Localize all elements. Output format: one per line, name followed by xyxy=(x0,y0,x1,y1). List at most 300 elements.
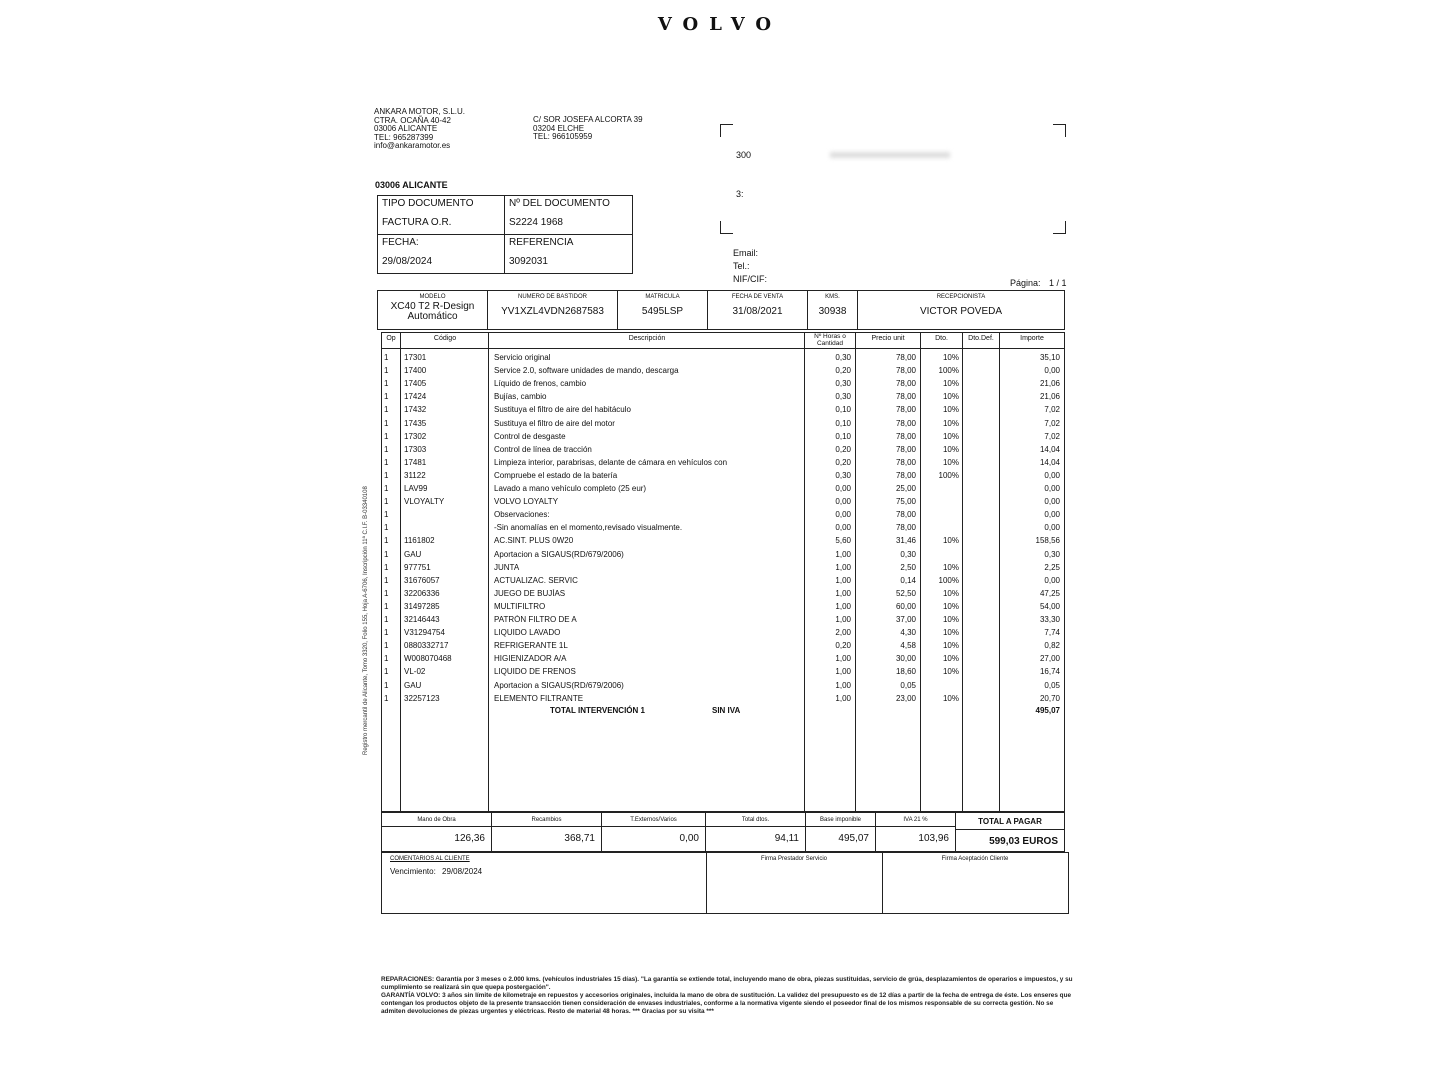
intervention-total-row xyxy=(382,706,1064,719)
line-unit-price: 0,14 xyxy=(900,575,916,585)
line-description: LIQUIDO DE FRENOS xyxy=(494,667,576,677)
invoice-lines-table xyxy=(381,332,1065,812)
table-row xyxy=(382,602,1064,615)
doc-number-label: Nº DEL DOCUMENTO xyxy=(509,198,610,209)
table-row xyxy=(382,628,1064,641)
parts-value: 368,71 xyxy=(564,833,595,844)
line-code: 977751 xyxy=(404,562,431,572)
line-unit-price: 78,00 xyxy=(895,353,916,362)
line-description: JUNTA xyxy=(494,562,520,572)
line-quantity: 2,00 xyxy=(835,628,851,638)
vat-value: 103,96 xyxy=(918,833,949,844)
due-label: Vencimiento: xyxy=(390,867,436,876)
vehicle-km-cell xyxy=(808,291,858,329)
doc-ref-value: 3092031 xyxy=(509,256,548,267)
line-discount: 100% xyxy=(938,366,959,376)
line-op: 1 xyxy=(384,366,389,376)
vehicle-header xyxy=(377,290,1065,330)
customer-nif-label: NIF/CIF: xyxy=(733,274,767,284)
line-discount: 10% xyxy=(942,431,959,441)
line-unit-price: 60,00 xyxy=(895,601,916,611)
customer-line-2: 3: xyxy=(736,189,744,199)
line-code: VLOYALTY xyxy=(404,497,445,507)
line-quantity: 0,10 xyxy=(835,405,851,415)
line-amount: 7,02 xyxy=(1044,431,1060,441)
table-row xyxy=(382,497,1064,510)
table-row xyxy=(382,392,1064,405)
line-unit-price: 18,60 xyxy=(895,667,916,677)
table-row xyxy=(382,523,1064,536)
header-divider xyxy=(382,348,1064,349)
line-op: 1 xyxy=(384,484,389,493)
volvo-warranty-text: GARANTÍA VOLVO: 3 años sin límite de kilometraje en repuestos y accesorios originales, incluida la mano de obra de sustitución. La validez del presupuesto es de 12 días a partir de la fecha de entrega de éste. Los enseres que contengan los productos objeto de la presente transacción tienen consideración de envases industriales, conforme a la normativa vigente siendo el poseedor final de los mismos responsable de su correcta gestión. No se admiten devoluciones de piezas urgentes y eléctricas. Resto de material 48 horas. *** Gracias por su visita *** xyxy=(381,992,1072,1015)
line-quantity: 1,00 xyxy=(835,549,851,559)
table-row xyxy=(382,458,1064,471)
line-unit-price: 78,00 xyxy=(895,405,916,415)
line-discount: 10% xyxy=(942,601,959,611)
line-discount: 10% xyxy=(942,392,959,402)
corner-mark xyxy=(1053,221,1066,234)
line-code: 32206336 xyxy=(404,588,440,598)
line-op: 1 xyxy=(384,418,389,428)
line-unit-price: 78,00 xyxy=(895,510,916,520)
line-quantity: 0,30 xyxy=(835,379,851,389)
total-pay-value: 599,03 EUROS xyxy=(989,836,1058,847)
line-description: Servicio original xyxy=(494,353,551,362)
dealer-name: ANKARA MOTOR, S.L.U. xyxy=(374,107,465,116)
base-label: Base imponible xyxy=(806,817,875,827)
labor-value: 126,36 xyxy=(454,833,485,844)
provider-sign-label: Firma Prestador Servicio xyxy=(760,856,828,862)
branch-info xyxy=(533,116,643,142)
line-quantity: 1,00 xyxy=(835,575,851,585)
dealer-email: info@ankaramotor.es xyxy=(374,141,451,151)
line-amount: 54,00 xyxy=(1039,601,1060,611)
line-op: 1 xyxy=(384,641,389,651)
line-discount: 10% xyxy=(942,444,959,454)
line-description: Service 2.0, software unidades de mando, descarga xyxy=(494,366,679,376)
model-value-line1: XC40 T2 R-Design xyxy=(390,301,475,312)
line-quantity: 0,30 xyxy=(835,392,851,402)
external-value: 0,00 xyxy=(679,833,699,844)
receptionist-value: VICTOR POVEDA xyxy=(919,306,1003,317)
line-op: 1 xyxy=(384,523,389,533)
col-dtodef-header: Dto.Def. xyxy=(968,335,994,342)
provider-signature-area xyxy=(706,853,883,913)
line-quantity: 1,00 xyxy=(835,654,851,664)
line-description: Limpieza interior, parabrisas, delante de cámara en vehículos con xyxy=(494,457,728,467)
line-amount: 0,00 xyxy=(1044,484,1060,493)
due-date xyxy=(390,868,482,877)
line-unit-price: 30,00 xyxy=(895,654,916,664)
line-quantity: 0,00 xyxy=(835,523,851,533)
line-op: 1 xyxy=(384,667,389,677)
line-amount: 7,02 xyxy=(1044,418,1060,428)
line-code: 32146443 xyxy=(404,615,440,624)
line-description: Control de línea de tracción xyxy=(494,444,592,454)
dealer-info xyxy=(374,108,465,151)
vehicle-vin-cell xyxy=(488,291,618,329)
line-amount: 7,74 xyxy=(1044,628,1060,638)
line-code: GAU xyxy=(404,680,422,690)
vin-value: YV1XZL4VDN2687583 xyxy=(501,306,604,317)
line-op: 1 xyxy=(384,405,389,415)
line-amount: 7,02 xyxy=(1044,405,1060,415)
line-description: JUEGO DE BUJÍAS xyxy=(494,588,566,598)
discount-cell xyxy=(706,813,806,851)
line-amount: 2,25 xyxy=(1044,562,1060,572)
line-description: Bujías, cambio xyxy=(494,392,547,402)
line-amount: 0,82 xyxy=(1044,641,1060,651)
line-quantity: 0,00 xyxy=(835,510,851,520)
table-row xyxy=(382,366,1064,379)
line-code: 17303 xyxy=(404,444,427,454)
line-description: Observaciones: xyxy=(494,510,550,520)
corner-mark xyxy=(1053,124,1066,137)
customer-line-1: 300 xyxy=(736,150,752,160)
table-row xyxy=(382,615,1064,628)
customer-address-box xyxy=(720,124,1066,234)
line-quantity: 0,00 xyxy=(835,497,851,507)
line-op: 1 xyxy=(384,601,389,611)
branch-city: 03204 ELCHE xyxy=(533,123,585,133)
line-code: 17405 xyxy=(404,379,427,389)
labor-cell xyxy=(382,813,492,851)
line-quantity: 0,30 xyxy=(835,470,851,480)
vehicle-plate-cell xyxy=(618,291,708,329)
line-op: 1 xyxy=(384,457,389,467)
page-value: 1 / 1 xyxy=(1049,278,1067,288)
line-description: LIQUIDO LAVADO xyxy=(494,628,561,638)
vehicle-sale-cell xyxy=(708,291,808,329)
vin-label: NUMERO DE BASTIDOR xyxy=(517,294,587,300)
line-op: 1 xyxy=(384,588,389,598)
line-code: 17435 xyxy=(404,418,427,428)
line-amount: 0,00 xyxy=(1044,523,1060,533)
table-row xyxy=(382,379,1064,392)
line-discount: 10% xyxy=(942,418,959,428)
doc-number-value: S2224 1968 xyxy=(509,217,563,228)
line-code: 17424 xyxy=(404,392,427,402)
line-amount: 158,56 xyxy=(1035,536,1060,546)
table-row xyxy=(382,445,1064,458)
table-row xyxy=(382,654,1064,667)
doc-date-value: 29/08/2024 xyxy=(382,256,433,267)
line-unit-price: 31,46 xyxy=(895,536,916,546)
model-label: MODELO xyxy=(419,294,446,300)
line-discount: 10% xyxy=(942,536,959,546)
line-discount: 10% xyxy=(942,693,959,703)
model-value-line2: Automático xyxy=(407,311,458,322)
table-row xyxy=(382,471,1064,484)
line-description: Compruebe el estado de la batería xyxy=(494,470,618,480)
line-description: VOLVO LOYALTY xyxy=(494,497,559,507)
line-code: GAU xyxy=(404,549,422,559)
client-signature-area xyxy=(882,853,1068,913)
line-code: VL-02 xyxy=(404,667,426,677)
client-comments-area xyxy=(382,853,707,913)
line-code: 17302 xyxy=(404,431,427,441)
col-price-header: Precio unit xyxy=(871,335,905,342)
line-op: 1 xyxy=(384,431,389,441)
table-row xyxy=(382,353,1064,366)
line-description: -Sin anomalías en el momento,revisado visualmente. xyxy=(494,523,683,533)
plate-value: 5495LSP xyxy=(641,306,684,317)
line-discount: 10% xyxy=(942,641,959,651)
line-amount: 35,10 xyxy=(1039,353,1060,362)
line-unit-price: 78,00 xyxy=(895,523,916,533)
branch-tel: TEL: 966105959 xyxy=(533,132,593,142)
total-pay-label: TOTAL A PAGAR xyxy=(956,817,1064,830)
document-info-table xyxy=(377,195,633,274)
line-code: 17432 xyxy=(404,405,427,415)
line-discount: 100% xyxy=(938,575,959,585)
km-value: 30938 xyxy=(818,306,847,317)
discount-value: 94,11 xyxy=(774,833,799,844)
table-row xyxy=(382,563,1064,576)
line-unit-price: 0,30 xyxy=(900,549,916,559)
line-op: 1 xyxy=(384,510,389,520)
line-amount: 0,30 xyxy=(1044,549,1060,559)
line-discount: 100% xyxy=(938,470,959,480)
redacted-text xyxy=(830,152,950,158)
line-code: 31122 xyxy=(404,470,426,480)
line-op: 1 xyxy=(384,549,389,559)
external-cell xyxy=(602,813,706,851)
line-quantity: 1,00 xyxy=(835,693,851,703)
line-description: Sustituya el filtro de aire del motor xyxy=(494,418,615,428)
table-row xyxy=(382,667,1064,680)
line-amount: 0,00 xyxy=(1044,575,1060,585)
line-description: Aportacion a SIGAUS(RD/679/2006) xyxy=(494,549,624,559)
line-code: LAV99 xyxy=(404,484,428,493)
line-amount: 0,05 xyxy=(1044,680,1060,690)
line-amount: 21,06 xyxy=(1039,392,1060,402)
table-row xyxy=(382,641,1064,654)
line-amount: 0,00 xyxy=(1044,497,1060,507)
line-unit-price: 78,00 xyxy=(895,457,916,467)
line-description: AC.SINT. PLUS 0W20 xyxy=(494,536,574,546)
line-quantity: 0,10 xyxy=(835,431,851,441)
line-op: 1 xyxy=(384,353,389,362)
col-op-header: Op xyxy=(386,335,396,342)
table-row xyxy=(382,576,1064,589)
registry-side-note: Registro mercantil de Alicante, Tomo 3320, Folio 155, Hoja A-6706, Inscripción 11ª C.I.F. B-03340108 xyxy=(363,486,369,755)
customer-email-label: Email: xyxy=(733,248,759,258)
line-quantity: 1,00 xyxy=(835,615,851,624)
doc-ref-label: REFERENCIA xyxy=(509,237,574,248)
line-op: 1 xyxy=(384,392,389,402)
parts-label: Recambios xyxy=(492,817,601,827)
client-comments-label: COMENTARIOS AL CLIENTE xyxy=(390,856,470,862)
total-pay-cell xyxy=(956,813,1064,851)
line-unit-price: 75,00 xyxy=(895,497,916,507)
line-amount: 47,25 xyxy=(1039,588,1060,598)
line-op: 1 xyxy=(384,680,389,690)
line-quantity: 1,00 xyxy=(835,562,851,572)
line-quantity: 1,00 xyxy=(835,680,851,690)
line-quantity: 5,60 xyxy=(835,536,851,546)
line-unit-price: 0,05 xyxy=(900,680,916,690)
legal-footer xyxy=(381,976,1075,1016)
doc-date-label: FECHA: xyxy=(382,237,419,248)
sale-date-label: FECHA DE VENTA xyxy=(731,294,784,300)
line-unit-price: 78,00 xyxy=(895,470,916,480)
line-description: ELEMENTO FILTRANTE xyxy=(494,693,584,703)
intervention-label: TOTAL INTERVENCIÓN 1 xyxy=(550,706,645,715)
line-description: Sustituya el filtro de aire del habitáculo xyxy=(494,405,631,415)
line-amount: 0,00 xyxy=(1044,470,1060,480)
line-unit-price: 25,00 xyxy=(895,484,916,493)
line-description: Control de desgaste xyxy=(494,431,566,441)
line-unit-price: 52,50 xyxy=(895,588,916,598)
line-code: 17301 xyxy=(404,353,427,362)
line-amount: 16,74 xyxy=(1039,667,1060,677)
line-amount: 21,06 xyxy=(1039,379,1060,389)
signature-block xyxy=(381,852,1069,914)
line-quantity: 1,00 xyxy=(835,588,851,598)
intervention-amount: 495,07 xyxy=(1035,706,1060,715)
customer-contact xyxy=(733,247,767,286)
line-description: ACTUALIZAC. SERVIC xyxy=(494,575,578,585)
line-amount: 27,00 xyxy=(1039,654,1060,664)
table-row xyxy=(382,694,1064,707)
line-description: Aportacion a SIGAUS(RD/679/2006) xyxy=(494,680,624,690)
line-unit-price: 78,00 xyxy=(895,418,916,428)
line-quantity: 0,20 xyxy=(835,444,851,454)
line-unit-price: 2,50 xyxy=(900,562,916,572)
line-op: 1 xyxy=(384,615,389,624)
line-quantity: 0,20 xyxy=(835,457,851,467)
line-op: 1 xyxy=(384,497,389,507)
line-amount: 33,30 xyxy=(1039,615,1060,624)
table-row xyxy=(382,589,1064,602)
line-quantity: 0,10 xyxy=(835,418,851,428)
base-cell xyxy=(806,813,876,851)
line-code: 31676057 xyxy=(404,575,440,585)
col-dto-header: Dto. xyxy=(935,335,948,342)
line-discount: 10% xyxy=(942,615,959,624)
col-code-header: Código xyxy=(433,335,457,342)
col-desc-header: Descripción xyxy=(628,335,666,342)
vat-cell xyxy=(876,813,956,851)
line-code: 17481 xyxy=(404,457,427,467)
line-discount: 10% xyxy=(942,667,959,677)
customer-tel-label: Tel.: xyxy=(733,261,750,271)
line-amount: 0,00 xyxy=(1044,366,1060,376)
line-code: 1161802 xyxy=(404,536,435,546)
line-discount: 10% xyxy=(942,562,959,572)
col-hours-header: Nº Horas o Cantidad xyxy=(814,333,846,347)
km-label: KMS. xyxy=(825,294,840,300)
vehicle-model-cell xyxy=(378,291,488,329)
line-op: 1 xyxy=(384,470,389,480)
repairs-warranty-text: REPARACIONES: Garantía por 3 meses o 2.000 kms. (vehículos industriales 15 días). "La garantía se extiende total, incluyendo mano de obra, piezas sustituidas, servicio de grúa, desplazamientos de operarios e impuestos, y su cumplimiento se realizará sin que quepa postergación". xyxy=(381,976,1073,991)
line-op: 1 xyxy=(384,575,389,585)
table-row xyxy=(382,419,1064,432)
table-row xyxy=(382,536,1064,549)
table-row xyxy=(382,484,1064,497)
line-quantity: 0,00 xyxy=(835,484,851,493)
totals-row xyxy=(381,812,1065,852)
line-op: 1 xyxy=(384,379,389,389)
line-unit-price: 78,00 xyxy=(895,379,916,389)
external-label: T.Externos/Varios xyxy=(602,817,705,827)
line-unit-price: 4,58 xyxy=(900,641,916,651)
line-unit-price: 23,00 xyxy=(895,693,916,703)
line-description: Lavado a mano vehículo completo (25 eur) xyxy=(494,484,647,493)
line-discount: 10% xyxy=(942,457,959,467)
line-code: W008070468 xyxy=(404,654,452,664)
due-value: 29/08/2024 xyxy=(442,867,483,876)
table-row xyxy=(382,510,1064,523)
table-row xyxy=(382,681,1064,694)
discount-label: Total dtos. xyxy=(706,817,805,827)
line-code: 31497285 xyxy=(404,601,440,611)
line-quantity: 0,30 xyxy=(835,353,851,362)
col-amount-header: Importe xyxy=(1020,335,1044,342)
line-unit-price: 37,00 xyxy=(895,615,916,624)
line-description: HIGIENIZADOR A/A xyxy=(494,654,567,664)
corner-mark xyxy=(720,221,733,234)
line-unit-price: 78,00 xyxy=(895,444,916,454)
intervention-tax-note: SIN IVA xyxy=(712,706,741,715)
client-sign-label: Firma Aceptación Cliente xyxy=(941,856,1009,862)
volvo-logo: VOLVO xyxy=(657,14,783,35)
line-amount: 20,70 xyxy=(1039,693,1060,703)
table-row xyxy=(382,405,1064,418)
line-unit-price: 4,30 xyxy=(900,628,916,638)
line-amount: 14,04 xyxy=(1039,457,1060,467)
model-value xyxy=(378,302,487,322)
line-description: PATRÓN FILTRO DE A xyxy=(494,615,577,624)
line-op: 1 xyxy=(384,562,389,572)
line-quantity: 0,20 xyxy=(835,641,851,651)
line-description: Líquido de frenos, cambio xyxy=(494,379,587,389)
receptionist-label: RECEPCIONISTA xyxy=(936,294,986,300)
line-amount: 0,00 xyxy=(1044,510,1060,520)
line-discount: 10% xyxy=(942,405,959,415)
doc-type-label: TIPO DOCUMENTO xyxy=(382,198,474,209)
doc-type-value: FACTURA O.R. xyxy=(382,217,452,228)
line-discount: 10% xyxy=(942,654,959,664)
line-quantity: 0,20 xyxy=(835,366,851,376)
branch-street: C/ SOR JOSEFA ALCORTA 39 xyxy=(533,115,643,124)
line-op: 1 xyxy=(384,536,389,546)
dealer-road: CTRA. OCAÑA 40-42 xyxy=(374,115,451,125)
line-code: 0880332717 xyxy=(404,641,449,651)
parts-cell xyxy=(492,813,602,851)
corner-mark xyxy=(720,124,733,137)
page-indicator xyxy=(1010,278,1067,288)
line-description: MULTIFILTRO xyxy=(494,601,546,611)
line-unit-price: 78,00 xyxy=(895,366,916,376)
line-op: 1 xyxy=(384,654,389,664)
line-op: 1 xyxy=(384,693,389,703)
line-description: REFRIGERANTE 1L xyxy=(494,641,568,651)
line-unit-price: 78,00 xyxy=(895,431,916,441)
page-label: Página: xyxy=(1010,278,1041,288)
line-op: 1 xyxy=(384,444,389,454)
line-code: V31294754 xyxy=(404,628,445,638)
vat-label: IVA 21 % xyxy=(876,817,955,827)
sale-date-value: 31/08/2021 xyxy=(732,306,783,317)
line-code: 17400 xyxy=(404,366,427,376)
dealer-tel: TEL: 965287399 xyxy=(374,132,434,142)
plate-label: MATRICULA xyxy=(645,294,680,300)
base-value: 495,07 xyxy=(838,833,869,844)
line-op: 1 xyxy=(384,628,389,638)
